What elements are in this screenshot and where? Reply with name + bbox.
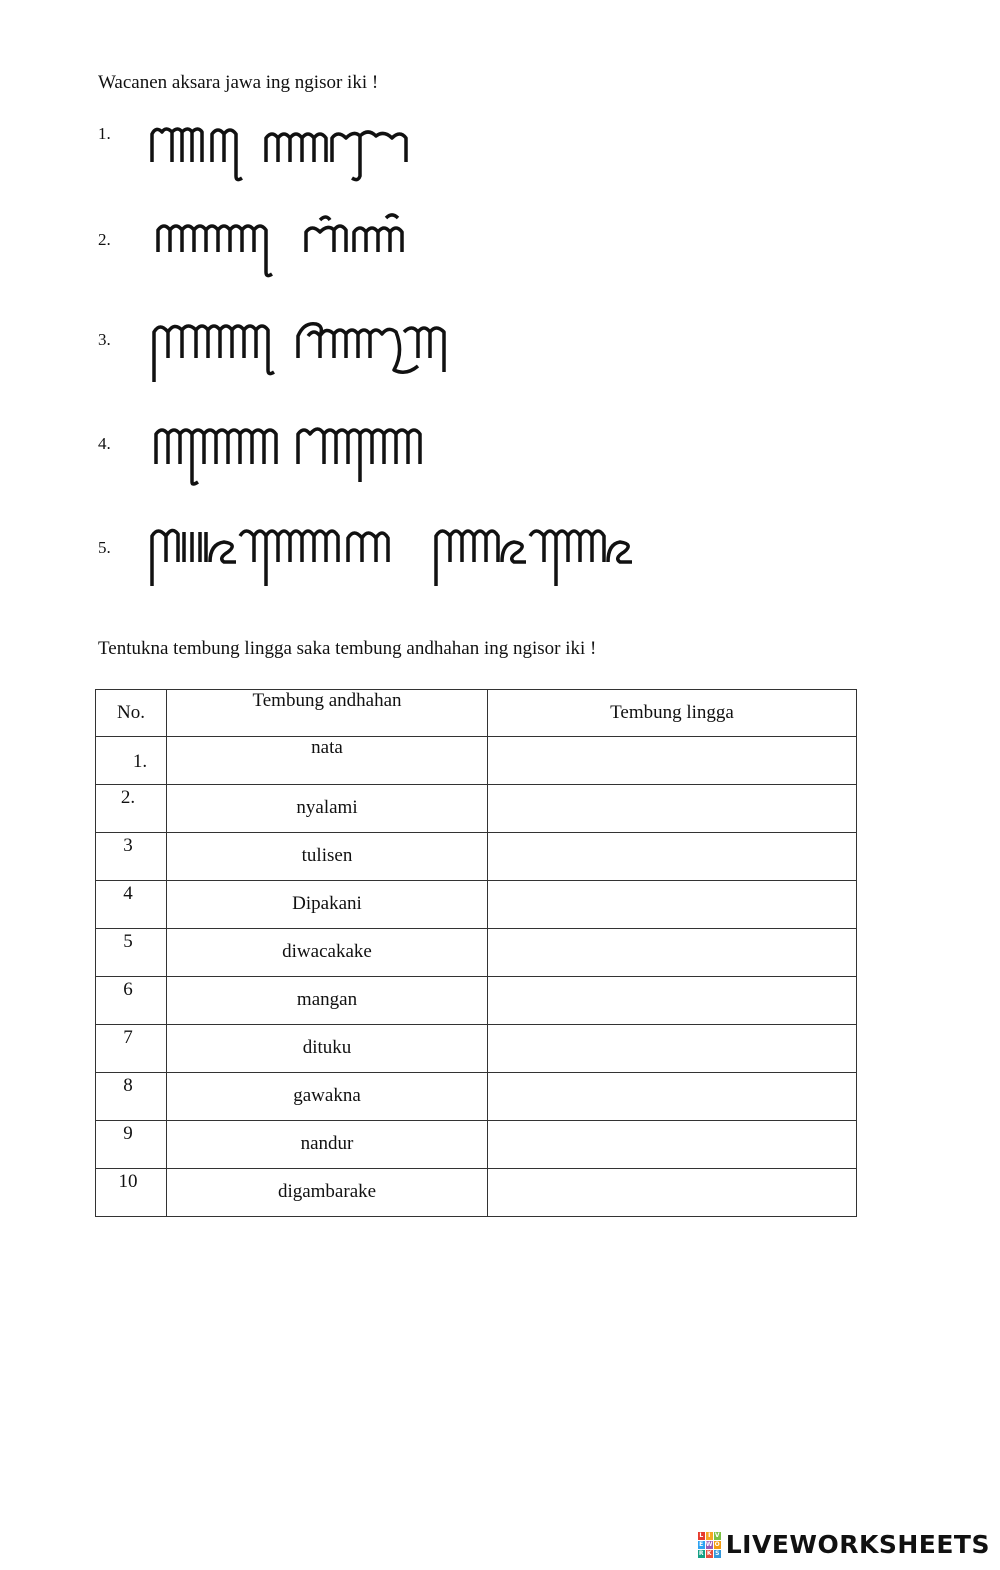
table-row: [96, 977, 857, 1025]
javanese-script-image: [148, 120, 418, 190]
header-no: No.: [96, 690, 167, 737]
javanese-script-image: [148, 222, 418, 292]
row-number: 2.: [96, 785, 167, 833]
item-number: 1.: [98, 124, 111, 143]
header-lingga: Tembung lingga: [488, 690, 857, 737]
andhahan-word: nandur: [167, 1121, 488, 1169]
row-number: 7: [96, 1025, 167, 1073]
lingga-answer-cell[interactable]: [488, 1121, 857, 1169]
table-row: [96, 785, 857, 833]
lingga-answer-cell[interactable]: [488, 881, 857, 929]
row-number: 6: [96, 977, 167, 1025]
row-number: 3: [96, 833, 167, 881]
andhahan-word: dituku: [167, 1025, 488, 1073]
lingga-answer-cell[interactable]: [488, 1025, 857, 1073]
lingga-answer-cell[interactable]: [488, 737, 857, 785]
andhahan-word: Dipakani: [167, 881, 488, 929]
table-row: [96, 881, 857, 929]
lingga-answer-cell[interactable]: [488, 833, 857, 881]
lingga-answer-cell[interactable]: [488, 1169, 857, 1217]
brand-name: LIVEWORKSHEETS: [725, 1530, 990, 1559]
andhahan-word: gawakna: [167, 1073, 488, 1121]
lingga-answer-cell[interactable]: [488, 1073, 857, 1121]
liveworksheets-brand[interactable]: [698, 1530, 990, 1559]
row-number: 4: [96, 881, 167, 929]
liveworksheets-logo-icon: L I V E W O R K S: [698, 1531, 720, 1557]
row-number: 5: [96, 929, 167, 977]
table-row: [96, 929, 857, 977]
instruction-read-javanese: Wacanen aksara jawa ing ngisor iki !: [98, 72, 379, 93]
row-number: 9: [96, 1121, 167, 1169]
row-number: 10: [96, 1169, 167, 1217]
lingga-answer-cell[interactable]: [488, 929, 857, 977]
header-andhahan-label: Tembung andhahan: [252, 690, 402, 711]
javanese-script-image: [148, 522, 638, 594]
root-word-table: [95, 689, 857, 1217]
javanese-script-image: [148, 316, 468, 392]
table-row: [96, 1169, 857, 1217]
table-header-row: [96, 690, 857, 737]
item-number: 4.: [98, 434, 111, 453]
table-row: [96, 737, 857, 785]
table-row: [96, 833, 857, 881]
row-number: 8: [96, 1073, 167, 1121]
lingga-answer-cell[interactable]: [488, 785, 857, 833]
andhahan-word: nyalami: [167, 785, 488, 833]
andhahan-word: digambarake: [167, 1169, 488, 1217]
andhahan-word: nata: [167, 737, 488, 785]
item-number: 2.: [98, 230, 111, 249]
table-row: [96, 1073, 857, 1121]
instruction-determine-root-word: Tentukna tembung lingga saka tembung andhahan ing ngisor iki !: [98, 638, 597, 659]
header-andhahan: [167, 690, 488, 737]
javanese-script-image: [148, 420, 448, 490]
item-number: 5.: [98, 538, 111, 557]
table-row: [96, 1025, 857, 1073]
andhahan-word: diwacakake: [167, 929, 488, 977]
item-number: 3.: [98, 330, 111, 349]
table-row: [96, 1121, 857, 1169]
row-number: 1.: [96, 737, 167, 785]
andhahan-word: mangan: [167, 977, 488, 1025]
lingga-answer-cell[interactable]: [488, 977, 857, 1025]
andhahan-word: tulisen: [167, 833, 488, 881]
